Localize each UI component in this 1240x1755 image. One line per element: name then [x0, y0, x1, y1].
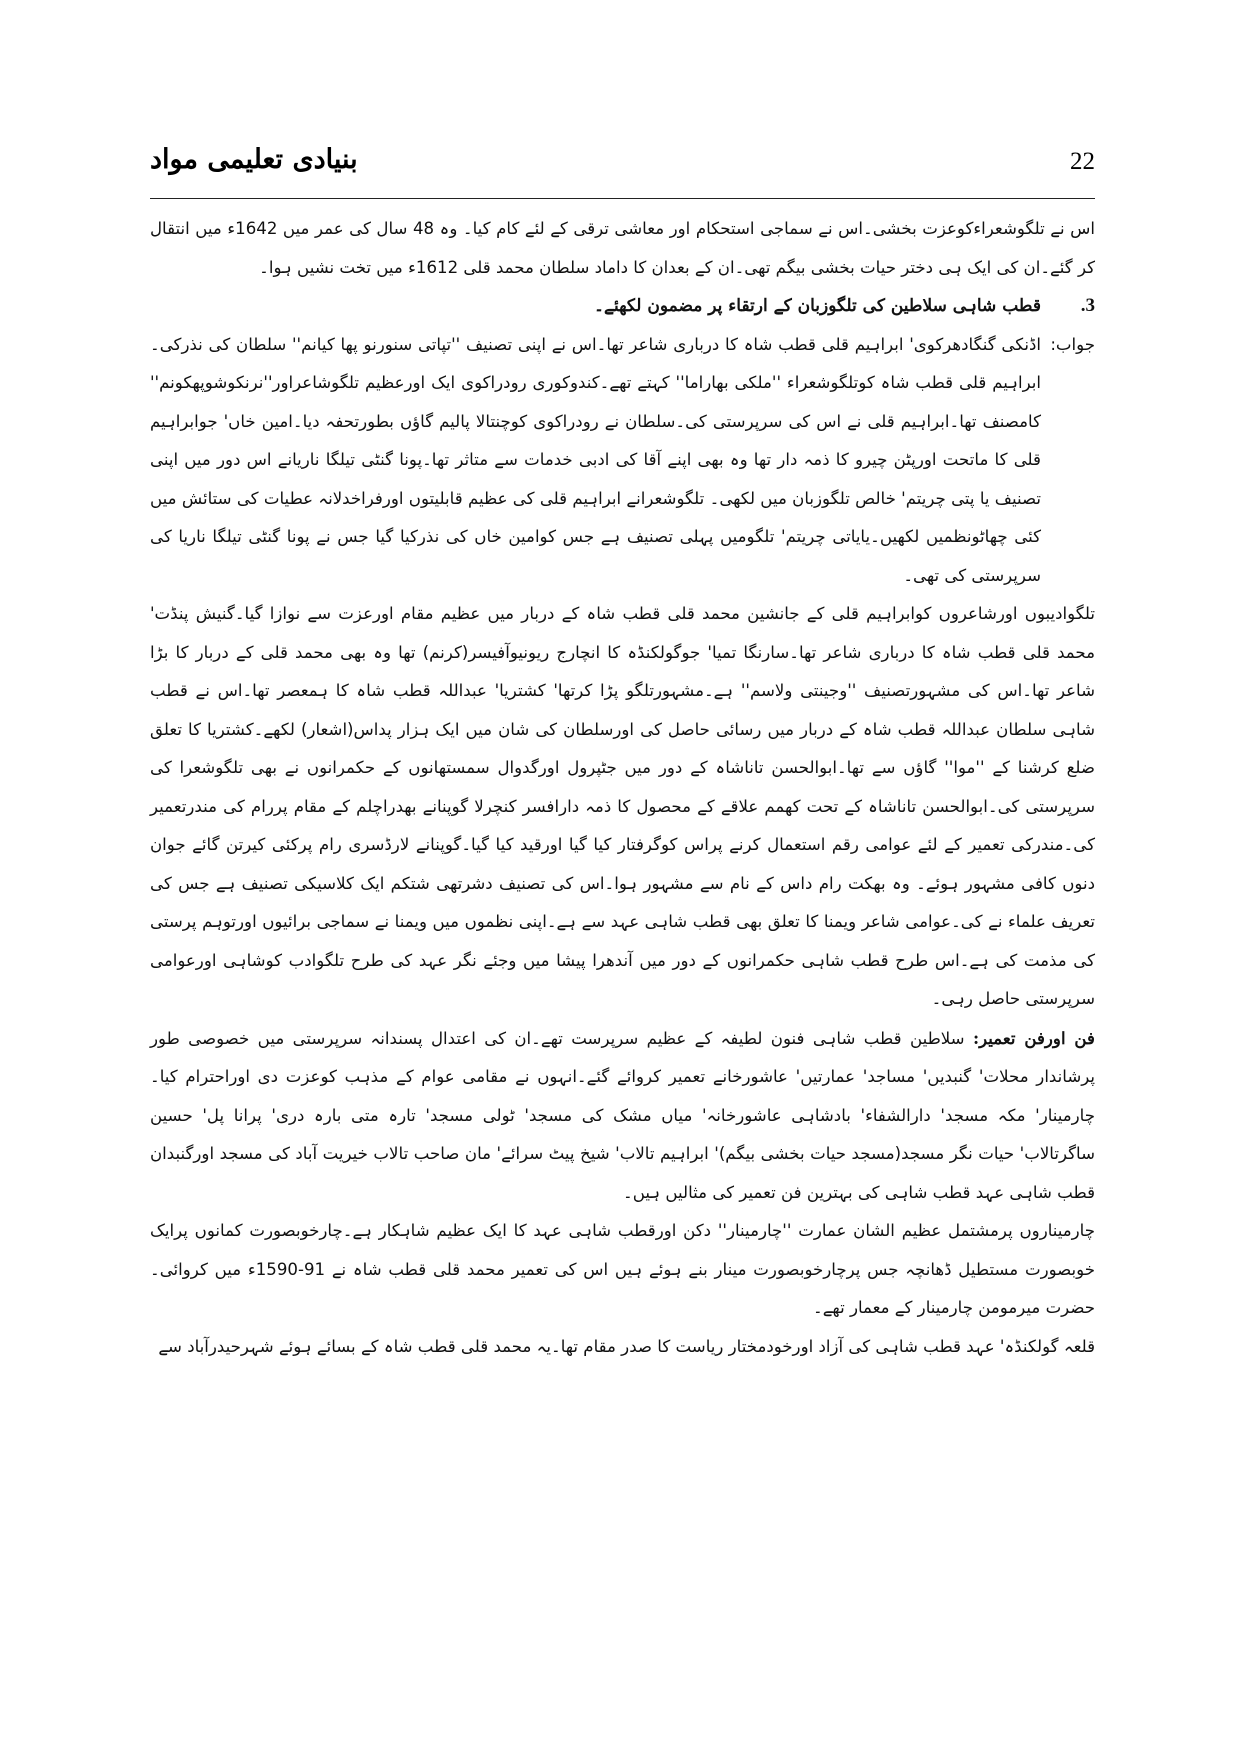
question-row	[150, 287, 1095, 326]
header-divider	[150, 198, 1095, 199]
intro-paragraph: اس نے تلگوشعراءکوعزت بخشی۔اس نے سماجی استحکام اور معاشی ترقی کے لئے کام کیا۔ وہ 48 سال کی عمر میں 1642ء میں انتقال کر گئے۔ان کی ایک ہی دختر حیات بخشی بیگم تھی۔ان کے بعدان کا داماد سلطان محمد قلی 1612ء میں تخت نشیں ہوا۔	[150, 219, 1095, 277]
answer-label: جواب:	[1050, 334, 1095, 354]
art-section-heading: فن اورفن تعمیر:	[972, 1027, 1095, 1048]
telugu-literature-paragraph: تلگوادیبوں اورشاعروں کوابراہیم قلی کے جانشین محمد قلی قطب شاہ کے دربار میں عظیم مقام اورعزت سے نوازا گیا۔گنیش پنڈت' محمد قلی قطب شاہ کا درباری شاعر تھا۔سارنگا تمیا' جوگولکنڈہ کا انچارج ریونیوآفیسر(کرنم) تھا وہ بھی محمد قلی کے دربار کا بڑا شاعر تھا۔اس کی مشہورتصنیف ''وجینتی ولاسم'' ہے۔مشہورتلگو پڑا کرتھا' کشتریا' عبداللہ قطب شاہ کا ہمعصر تھا۔اس نے قطب شاہی سلطان عبداللہ قطب شاہ کے دربار میں رسائی حاصل کی اورسلطان کی شان میں ایک ہزار پداس(اشعار) لکھے۔کشتریا کا تعلق ضلع کرشنا کے ''موا'' گاؤں سے تھا۔ابوالحسن تاناشاہ کے دور میں جٹپرول اورگدوال سمستھانوں کے حکمرانوں نے بھی تلگوشعرا کی سرپرستی کی۔ابوالحسن تاناشاہ کے تحت کھمم علاقے کے محصول کا ذمہ دارافسر کنچرلا گوپنانے بھدراچلم کے مقام پررام کی مندرتعمیر کی۔مندرکی تعمیر کے لئے عوامی رقم استعمال کرنے پراس کوگرفتار کیا گیا اورقید کیا گیا۔گوپنانے لارڈسری رام پرکئی کیرتن گائے جوان دنوں کافی مشہور ہوئے۔ وہ بھکت رام داس کے نام سے مشہور ہوا۔اس کی تصنیف دشرتھی شتکم ایک کلاسیکی تصنیف ہے جس کی تعریف علماء نے کی۔عوامی شاعر ویمنا کا تعلق بھی قطب شاہی عہد سے ہے۔اپنی نظموں میں ویمنا نے سماجی برائیوں اورتوہم پرستی کی مذمت کی ہے۔اس طرح قطب شاہی حکمرانوں کے دور میں آندھرا پیشا میں وجئے نگر عہد کی طرح تلگوادب کوشاہی اورعوامی سرپرستی حاصل رہی۔	[150, 604, 1095, 1008]
golconda-paragraph: قلعہ گولکنڈہ' عہد قطب شاہی کی آزاد اورخودمختار ریاست کا صدر مقام تھا۔یہ محمد قلی قطب شاہ کے بسائے ہوئے شہرحیدرآباد سے	[158, 1336, 1095, 1356]
book-title: بنیادی تعلیمی مواد	[150, 144, 358, 175]
question-number: 3.	[1080, 295, 1095, 316]
page-number: 22	[1070, 148, 1095, 175]
page-header	[150, 142, 1095, 192]
question-text: قطب شاہی سلاطین کی تلگوزبان کے ارتقاء پر مضمون لکھئے۔	[594, 296, 1041, 316]
charminar-paragraph: چارمیناروں پرمشتمل عظیم الشان عمارت ''چارمینار'' دکن اورقطب شاہی عہد کا ایک عظیم شاہکار ہے۔چارخوبصورت کمانوں پرایک خوبصورت مستطیل ڈھانچہ جس پرچارخوبصورت مینار بنے ہوئے ہیں اس کی تعمیر محمد قلی قطب شاہ نے 91-1590ء میں کروائی۔ حضرت میرمومن چارمینار کے معمار تھے۔	[150, 1221, 1095, 1317]
page-body	[150, 210, 1095, 1685]
art-architecture-paragraph	[150, 1019, 1095, 1213]
answer-row	[150, 326, 1095, 596]
art-section-text: سلاطین قطب شاہی فنون لطیفہ کے عظیم سرپرست تھے۔ان کی اعتدال پسندانہ سرپرستی میں خصوصی طور پرشاندار محلات' گنبدیں' مساجد' عمارتیں' عاشورخانے تعمیر کروائے گئے۔انہوں نے مقامی عوام کے مذہب کوعزت دی اوراحترام کیا۔ چارمینار' مکہ مسجد' دارالشفاء' بادشاہی عاشورخانہ' میاں مشک کی مسجد' ٹولی مسجد' تارہ متی بارہ دری' پرانا پل' حسین ساگرتالاب' حیات نگر مسجد(مسجد حیات بخشی بیگم)' ابراہیم تالاب' شیخ پیٹ سرائے' مان صاحب تالاب خیریت آباد کی مسجد اورگنبدان قطب شاہی عہد قطب شاہی کی بہترین فن تعمیر کی مثالیں ہیں۔	[150, 1028, 1095, 1202]
answer-first-paragraph: اڈنکی گنگادھرکوی' ابراہیم قلی قطب شاہ کا درباری شاعر تھا۔اس نے اپنی تصنیف ''تپاتی سنورنو پھا کیانم'' سلطان کی نذرکی۔ابراہیم قلی قطب شاہ کوتلگوشعراء ''ملکی بھاراما'' کہتے تھے۔کندوکوری رودراکوی ایک اورعظیم تلگوشاعراور''نرنکوشوپھکونم'' کامصنف تھا۔ابراہیم قلی نے اس کی سرپرستی کی۔سلطان نے رودراکوی کوچنتالا پالیم گاؤں بطورتحفہ دیا۔امین خاں' جوابراہیم قلی کا ماتحت اورپٹن چیرو کا ذمہ دار تھا وہ بھی اپنے آقا کی ادبی خدمات سے متاثر تھا۔پونا گنٹی تیلگا ناریانے اس دور میں اپنی تصنیف یا پتی چریتم' خالص تلگوزبان میں لکھی۔ تلگوشعرانے ابراہیم قلی کی عظیم قابلیتوں اورفراخدلانہ عطیات کی ستائش میں کئی چھاٹونظمیں لکھیں۔یایاتی چریتم' تلگومیں پہلی تصنیف ہے جس کوامین خاں کی نذرکیا گیا جس نے پونا گنٹی تیلگا ناریا کی سرپرستی کی تھی۔	[150, 334, 1041, 585]
